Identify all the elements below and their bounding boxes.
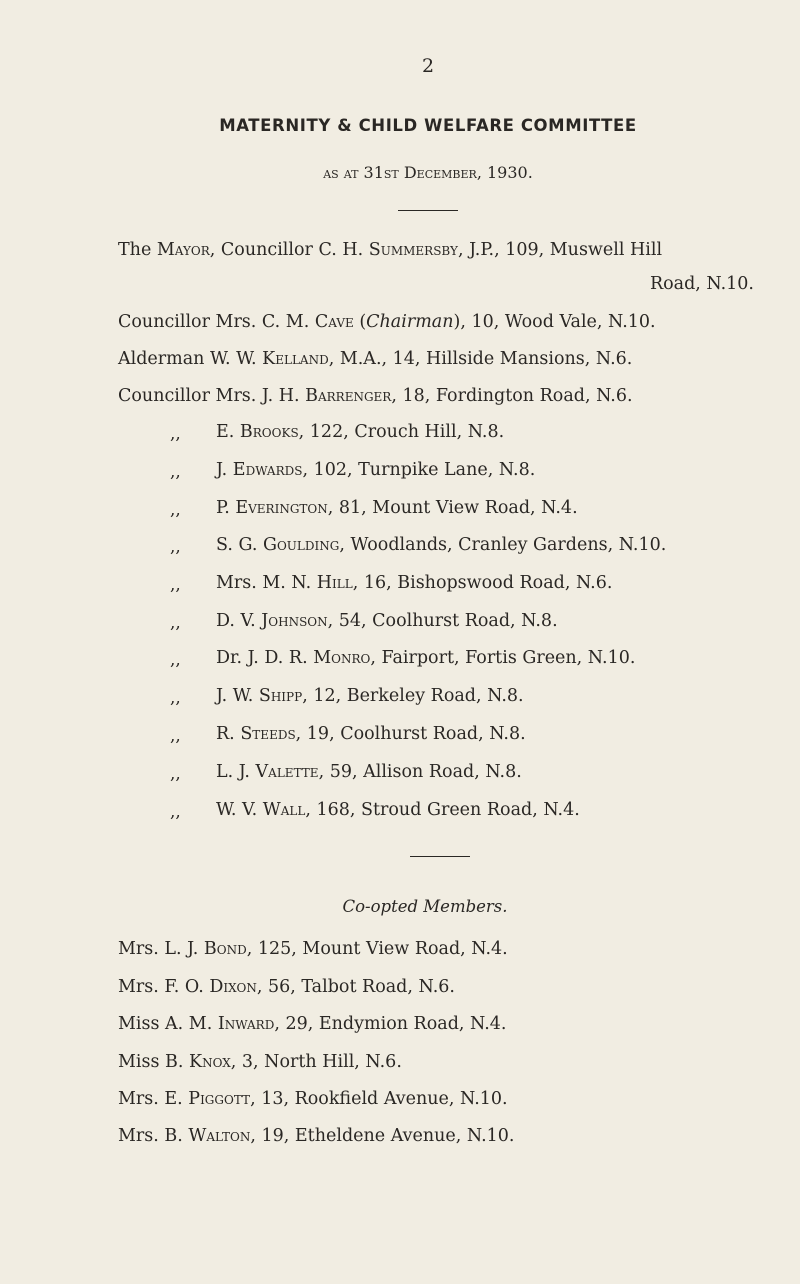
entry-address: , 56, Talbot Road, N.6. <box>256 977 455 997</box>
list-item <box>118 1014 506 1035</box>
entry-address: , 102, Turnpike Lane, N.8. <box>302 460 536 480</box>
entry-text: , 18, Fordington Road, N.6. <box>391 386 633 406</box>
entry-address: , 125, Mount View Road, N.4. <box>246 939 508 959</box>
entry-initials: Miss A. M. <box>118 1014 218 1034</box>
entry-surname: Edwards <box>232 460 303 480</box>
list-item <box>118 977 455 998</box>
page-number: 2 <box>421 55 435 77</box>
entry-address: , Fairport, Fortis Green, N.10. <box>370 648 636 668</box>
entry-address: , Woodlands, Cranley Gardens, N.10. <box>339 535 667 555</box>
entry-initials: J. <box>216 460 233 480</box>
page-title: MATERNITY & CHILD WELFARE COMMITTEE <box>219 116 637 135</box>
entry-continuation: Road, N.10. <box>649 274 754 294</box>
list-item <box>216 573 612 594</box>
entry-initials: Mrs. L. J. <box>118 939 204 959</box>
entry-initials: L. J. <box>216 762 256 782</box>
entry-role: Chairman <box>366 312 454 332</box>
list-item <box>216 724 526 745</box>
entry-initials: Dr. J. D. R. <box>216 648 314 668</box>
member-entry-alderman <box>118 349 632 370</box>
list-item <box>216 611 558 632</box>
entry-surname: Dixon <box>209 977 257 997</box>
list-item <box>216 648 635 669</box>
entry-surname: Inward <box>217 1014 275 1034</box>
ditto-mark: ,, <box>170 424 181 444</box>
entry-text: , M.A., 14, Hillside Mansions, N.6. <box>328 349 633 369</box>
entry-address: , 59, Allison Road, N.8. <box>318 762 522 782</box>
divider-rule <box>398 210 458 211</box>
entry-address: , 13, Rookfield Avenue, N.10. <box>250 1089 508 1109</box>
entry-address: , 19, Coolhurst Road, N.8. <box>295 724 526 744</box>
entry-address: , 168, Stroud Green Road, N.4. <box>305 800 580 820</box>
entry-text: ( <box>353 312 367 332</box>
entry-address: , 19, Etheldene Avenue, N.10. <box>250 1126 515 1146</box>
entry-initials: Mrs. F. O. <box>118 977 210 997</box>
ditto-mark: ,, <box>170 537 181 557</box>
ditto-mark: ,, <box>170 462 181 482</box>
coopted-heading: Co-opted Members. <box>342 897 508 916</box>
ditto-mark: ,, <box>170 726 181 746</box>
entry-initials: Mrs. B. <box>118 1126 189 1146</box>
ditto-mark: ,, <box>170 764 181 784</box>
entry-initials: Miss B. <box>118 1052 190 1072</box>
entry-surname: Monro <box>313 648 371 668</box>
list-item <box>216 460 535 481</box>
entry-initials: Mrs. M. N. <box>216 573 317 593</box>
entry-address: , 81, Mount View Road, N.4. <box>327 498 578 518</box>
ditto-mark: ,, <box>170 688 181 708</box>
entry-address: , 122, Crouch Hill, N.8. <box>298 422 505 442</box>
page-subtitle: as at 31st December, 1930. <box>323 163 533 182</box>
entry-surname: Bond <box>203 939 247 959</box>
entry-text: ), 10, Wood Vale, N.10. <box>453 312 656 332</box>
entry-initials: S. G. <box>216 535 263 555</box>
list-item <box>216 422 504 443</box>
entry-initials: D. V. <box>216 611 262 631</box>
member-entry-mayor <box>118 240 662 261</box>
entry-surname: Johnson <box>261 611 328 631</box>
ditto-mark: ,, <box>170 650 181 670</box>
entry-address: , 3, North Hill, N.6. <box>230 1052 402 1072</box>
entry-surname: Summersby <box>368 240 458 260</box>
list-item <box>118 939 508 960</box>
entry-surname: Goulding <box>262 535 340 555</box>
list-item <box>216 498 578 519</box>
ditto-mark: ,, <box>170 500 181 520</box>
entry-surname: Valette <box>255 762 319 782</box>
list-item <box>216 800 580 821</box>
entry-initials: J. W. <box>216 686 259 706</box>
entry-prefix: The <box>118 240 152 260</box>
entry-surname: Piggott <box>188 1089 251 1109</box>
entry-address: , 16, Bishopswood Road, N.6. <box>352 573 613 593</box>
entry-surname: Barrenger <box>305 386 392 406</box>
entry-prefix: Alderman W. W. <box>118 349 263 369</box>
list-item <box>118 1052 402 1073</box>
list-item <box>118 1089 508 1110</box>
entry-initials: Mrs. E. <box>118 1089 189 1109</box>
ditto-mark: ,, <box>170 613 181 633</box>
entry-address: , 12, Berkeley Road, N.8. <box>302 686 524 706</box>
entry-prefix: Councillor Mrs. J. H. <box>118 386 306 406</box>
entry-initials: E. <box>216 422 240 442</box>
list-item <box>216 762 522 783</box>
entry-address: , 29, Endymion Road, N.4. <box>274 1014 507 1034</box>
list-item <box>216 686 524 707</box>
divider-rule <box>410 856 470 857</box>
entry-initials: R. <box>216 724 241 744</box>
entry-initials: W. V. <box>216 800 263 820</box>
entry-surname: Hill <box>316 573 353 593</box>
entry-text: , J.P., 109, Muswell Hill <box>457 240 663 260</box>
entry-surname: Steeds <box>240 724 296 744</box>
entry-text: , Councillor C. H. <box>209 240 369 260</box>
entry-surname: Shipp <box>258 686 303 706</box>
member-entry-chairman <box>118 312 656 333</box>
entry-surname: Knox <box>189 1052 231 1072</box>
entry-surname: Wall <box>262 800 306 820</box>
list-item <box>216 535 666 556</box>
entry-initials: P. <box>216 498 236 518</box>
ditto-mark: ,, <box>170 575 181 595</box>
entry-surname: Kelland <box>262 349 329 369</box>
entry-office: Mayor <box>156 240 210 260</box>
entry-surname: Walton <box>188 1126 251 1146</box>
ditto-mark: ,, <box>170 802 181 822</box>
member-entry-councillor <box>118 386 633 407</box>
entry-prefix: Councillor Mrs. C. M. <box>118 312 315 332</box>
entry-surname: Brooks <box>239 422 299 442</box>
entry-address: , 54, Coolhurst Road, N.8. <box>327 611 558 631</box>
list-item <box>118 1126 514 1147</box>
entry-surname: Cave <box>314 312 354 332</box>
entry-surname: Everington <box>235 498 328 518</box>
